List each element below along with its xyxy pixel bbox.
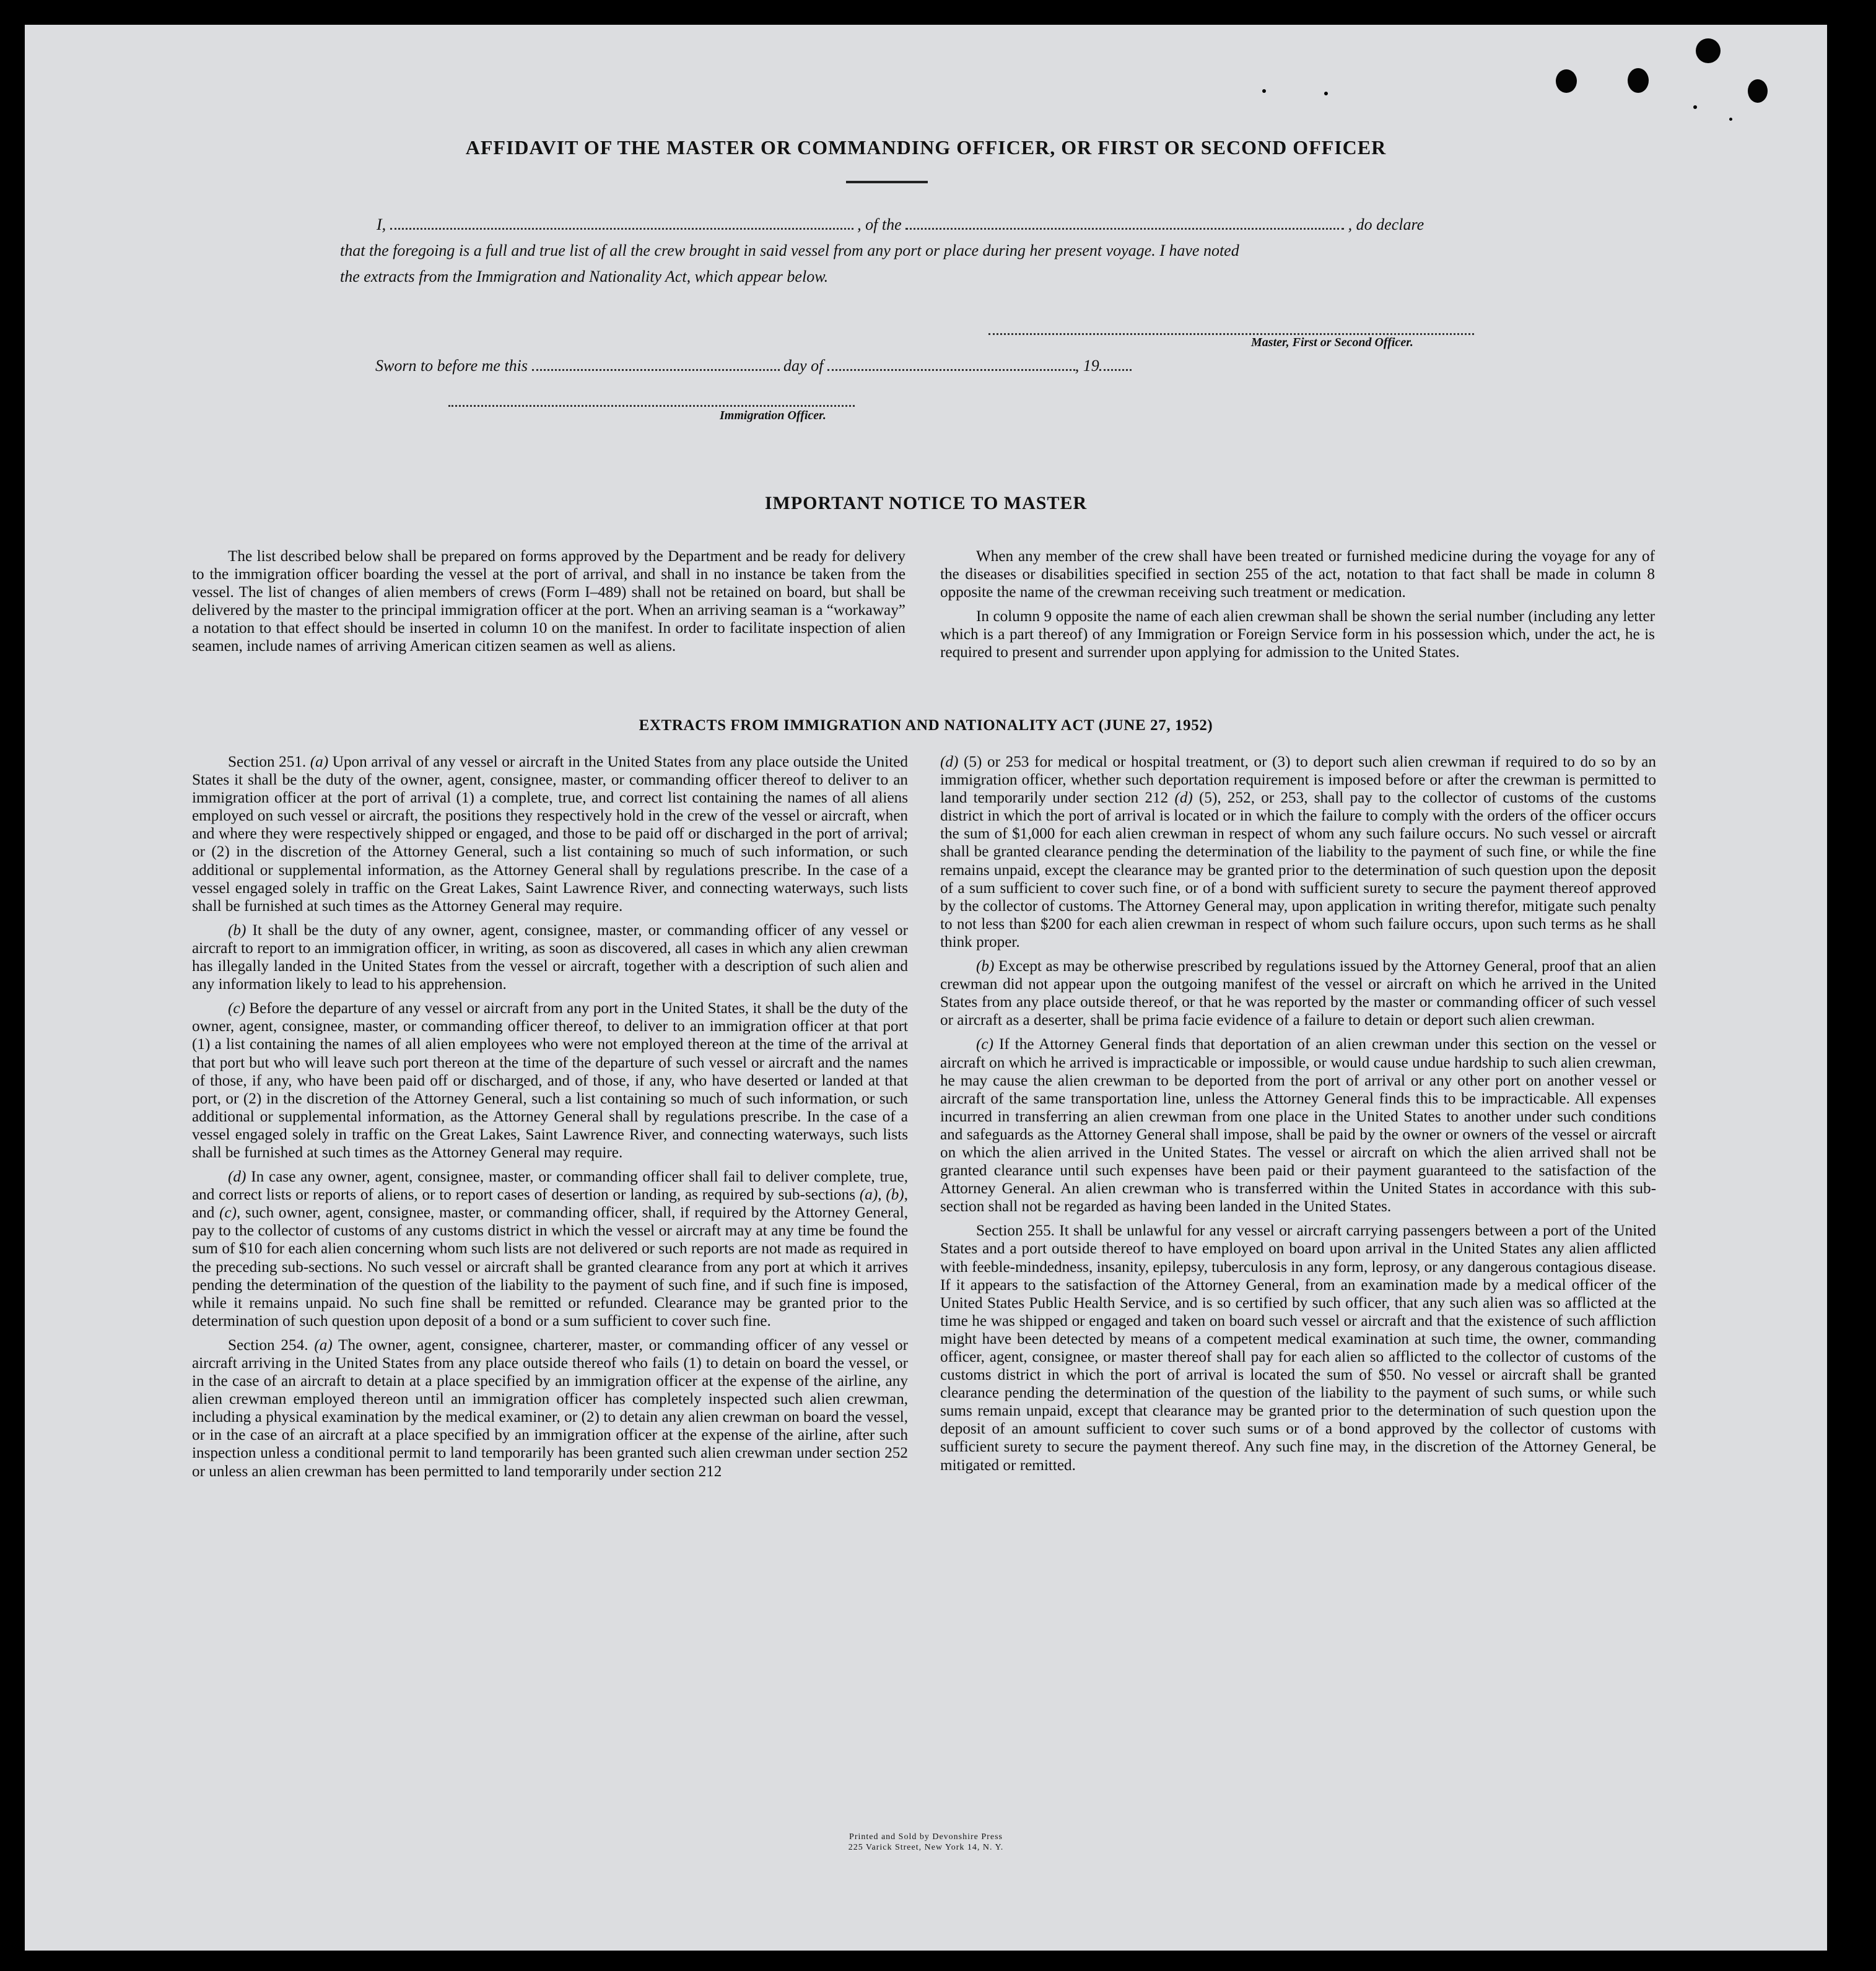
year-label: , 19 bbox=[1075, 357, 1099, 375]
declaration-text-2: the extracts from the Immigration and Nationality Act, which appear below. bbox=[340, 268, 829, 285]
day-of-label: day of bbox=[783, 357, 824, 375]
i-label: I, bbox=[377, 215, 386, 233]
notice-right-column bbox=[940, 547, 1655, 668]
day-blank[interactable] bbox=[532, 365, 780, 371]
speck bbox=[1324, 92, 1328, 95]
declaration-text-1: that the foregoing is a full and true list of all the crew brought in said vessel from any port or place during her present voyage. I have noted bbox=[340, 241, 1239, 259]
sworn-label: Sworn to before me this bbox=[375, 357, 528, 375]
extracts-right-column bbox=[940, 753, 1656, 1481]
section-254-a: Section 254. (a) The owner, agent, consignee, charterer, master, or commanding officer of any vessel or aircraft arriving in the United States from any place outside thereof who fails (1) to detain on board the vessel, or in the case of an aircraft to detain at a place specified by an immigration officer at the expense of the airline, any alien crewman employed thereon until an immigration officer has completely inspected such alien crewman, including a physical examination by the medical examiner, or (2) to detain any alien crewman on board the vessel, or in the case of an aircraft at a place specified by an immigration officer at the expense of the airline, after such inspection unless a conditional permit to land temporarily has been granted such alien crewman under section 252 or unless an alien crewman has been permitted to land temporarily under section 212 bbox=[192, 1336, 908, 1480]
title-rule bbox=[846, 181, 928, 183]
officer-signature-line[interactable] bbox=[448, 405, 855, 407]
printer-line-1: Printed and Sold by Devonshire Press bbox=[849, 1832, 1003, 1842]
punch-hole-3 bbox=[1628, 68, 1649, 93]
master-signature-line[interactable] bbox=[988, 333, 1474, 335]
section-255: Section 255. It shall be unlawful for any vessel or aircraft carrying passengers between a port of the United States and a port outside thereof to have employed on board upon arrival in the United States any alien afflicted with feeble-mindedness, insanity, epilepsy, tuberculosis in any form, leprosy, or any dangerous contagious disease. If it appears to the satisfaction of the Attorney General, from an examination made by a medical officer of the United States Public Health Service, and is so certified by such officer, that any such alien was so afflicted at the time he was shipped or engaged and taken on board such vessel or aircraft and that the existence of such affliction might have been detected by means of a competent medical examination at such time, the owner, commanding officer, agent, consignee, or master thereof shall pay for each alien so afflicted to the collector of customs of the customs district in which the port of arrival is located the sum of $50. No vessel or aircraft shall be granted clearance pending the determination of the question of the liability to the payment of such sums, or while such sums remain unpaid, except that clearance may be granted prior to the determination of such question upon the deposit of an amount sufficient to cover such sums or of a bond approved by the collector of customs with sufficient surety to secure the payment thereof. Any such fine may, in the discretion of the Attorney General, be mitigated or remitted. bbox=[940, 1222, 1656, 1474]
notice-title: IMPORTANT NOTICE TO MASTER bbox=[764, 493, 1088, 513]
section-254-b: (b) Except as may be otherwise prescribed by regulations issued by the Attorney General, proof that an alien crewman did not appear upon the outgoing manifest of the vessel or aircraft on which he arrived in the United States from any place outside thereof, or that he was reported by the master or commanding officer of such vessel or aircraft as a deserter, shall be prima facie evidence of a failure to detain or deport such alien crewman. bbox=[940, 958, 1656, 1029]
month-blank[interactable] bbox=[827, 365, 1075, 371]
master-caption: Master, First or Second Officer. bbox=[1251, 336, 1413, 349]
section-251-d: (d) In case any owner, agent, consignee, master, or commanding officer shall fail to deliver complete, true, and correct lists or reports of aliens, or to report cases of desertion or landing, as required by sub-sections (a), (b), and (c), such owner, agent, consignee, master, or commanding officer, shall, if required by the Attorney General, pay to the collector of customs of any customs district in which the vessel or aircraft may at any time be found the sum of $10 for each alien concerning whom such lists are not delivered or such reports are not made as required in the preceding sub-sections. No such vessel or aircraft shall be granted clearance from any port at which it arrives pending the determination of the question of the liability to the payment of such fine, and if such fine is imposed, while it remains unpaid. No such fine shall be remitted or refunded. Clearance may be granted prior to the determination of such question upon deposit of a bond or a sum sufficient to cover such fine. bbox=[192, 1168, 908, 1329]
declaration-line bbox=[377, 215, 1498, 237]
name-blank[interactable] bbox=[390, 224, 853, 230]
affidavit-title: AFFIDAVIT OF THE MASTER OR COMMANDING OFFICER, OR FIRST OR SECOND OFFICER bbox=[465, 136, 1387, 159]
section-251-c: (c) Before the departure of any vessel or aircraft from any port in the United States, it shall be the duty of the owner, agent, consignee, master, or commanding officer thereof, to deliver to an immigration officer at that port (1) a list containing the names of all alien employees who were not employed thereon at the time of the arrival at that port but who will leave such port thereon at the time of the departure of such vessel or aircraft and the names of those, if any, who have been paid off or discharged, and of those, if any, who have deserted or landed at that port, or (2) in the discretion of the Attorney General, such a list containing so much of such information, or such additional or supplemental information, as the Attorney General shall by regulations prescribe. In the case of a vessel engaged solely in traffic on the Great Lakes, Saint Lawrence River, and connecting waterways, such lists shall be furnished at such times as the Attorney General may require. bbox=[192, 1000, 908, 1161]
section-251-b: (b) It shall be the duty of any owner, agent, consignee, master, or commanding officer of any vessel or aircraft to report to an immigration officer, in writing, as soon as discovered, all cases in which any alien crewman has illegally landed in the United States from the vessel or aircraft, together with a description of such alien and any information likely to lead to his apprehension. bbox=[192, 921, 908, 993]
punch-hole-4 bbox=[1748, 79, 1768, 103]
section-254-a-continued: (d) (5) or 253 for medical or hospital treatment, or (3) to deport such alien crewman if required to do so by an immigration officer, whether such deportation requirement is imposed before or after the crewman is permitted to land temporarily under section 212 (d) (5), 252, or 253, shall pay to the collector of customs of the customs district in which the port of arrival is located or in which the failure to comply with the orders of the officer occurs the sum of $1,000 for each alien crewman in respect of whom any such failure occurs. No such vessel or aircraft shall be granted clearance pending the determination of the liability to the payment of such fine, or while the fine remains unpaid, except the clearance may be granted prior to the determination of such question upon the deposit of a sum sufficient to cover such fine, or of a bond with sufficient surety to secure the payment thereof approved by the collector of customs. The Attorney General may, upon application in writing therefor, mitigate such penalty to not less than $200 for each alien crewman in respect of whom such failure occurs, upon such terms as he shall think proper. bbox=[940, 754, 1656, 951]
printer-imprint bbox=[25, 1832, 1827, 1853]
officer-caption: Immigration Officer. bbox=[720, 409, 826, 422]
form-sheet bbox=[25, 25, 1827, 1951]
section-251-a: Section 251. (a) Upon arrival of any vessel or aircraft in the United States from any place outside the United States it shall be the duty of the owner, agent, consignee, master, or commanding officer thereof to deliver to an immigration officer at the port of arrival (1) a complete, true, and correct list containing the names of all aliens employed on such vessel or aircraft, the positions they respectively hold in the crew of the vessel or aircraft, when and where they were respectively shipped or engaged, and those to be paid off or discharged in the port of arrival; or (2) in the discretion of the Attorney General, such a list containing so much of such information, or such additional or supplemental information, as the Attorney General shall by regulations prescribe. In the case of a vessel engaged solely in traffic on the Great Lakes, Saint Lawrence River, and connecting waterways, such lists shall be furnished at such times as the Attorney General may require. bbox=[192, 754, 908, 915]
notice-left-paragraph: The list described below shall be prepared on forms approved by the Department and be ready for delivery to the immigration officer boarding the vessel at the port of arrival, and shall in no instance be taken from the vessel. The list of changes of alien members of crews (Form I–489) shall not be retained on board, but shall be delivered by the master to the principal immigration officer at the port. When an arriving seaman is a “workaway” a notation to that effect should be inserted in column 10 on the manifest. In order to facilitate inspection of alien seamen, include names of arriving American citizen seamen as well as aliens. bbox=[192, 548, 905, 655]
year-blank[interactable] bbox=[1099, 365, 1132, 371]
extracts-left-column bbox=[192, 753, 908, 1487]
do-declare-label: , do declare bbox=[1348, 215, 1424, 233]
of-the-label: , of the bbox=[857, 215, 902, 233]
extracts-title: EXTRACTS FROM IMMIGRATION AND NATIONALITY ACT (JUNE 27, 1952) bbox=[639, 717, 1213, 734]
speck bbox=[1262, 89, 1266, 93]
punch-hole-2 bbox=[1556, 69, 1577, 93]
notice-left-column bbox=[192, 547, 905, 662]
punch-hole-1 bbox=[1696, 38, 1721, 63]
vessel-blank[interactable] bbox=[905, 224, 1344, 230]
notice-right-paragraph-2: In column 9 opposite the name of each alien crewman shall be shown the serial number (including any letter which is a part thereof) of any Immigration or Foreign Service form in his possession which, under the act, he is required to present and surrender upon applying for admission to the United States. bbox=[940, 608, 1655, 661]
sworn-line bbox=[375, 357, 1242, 375]
speck bbox=[1729, 118, 1732, 121]
section-254-c: (c) If the Attorney General finds that deportation of an alien crewman under this section on the vessel or aircraft on which he arrived is impracticable or impossible, or would cause undue hardship to such alien crewman, he may cause the alien crewman to be deported from the port of arrival or any other port on another vessel or aircraft of the same transportation line, unless the Attorney General finds this to be impracticable. All expenses incurred in transferring an alien crewman from one place in the United States to another under such conditions and safeguards as the Attorney General shall impose, shall be paid by the owner or owners of the vessel or aircraft on which the alien arrived in the United States. The vessel or aircraft on which the alien arrived shall not be granted clearance until such expenses have been paid or their payment guaranteed to the satisfaction of the Attorney General. An alien crewman who is transferred within the United States in accordance with this sub-section shall not be regarded as having been landed in the United States. bbox=[940, 1036, 1656, 1216]
speck bbox=[1693, 105, 1697, 109]
notice-right-paragraph-1: When any member of the crew shall have been treated or furnished medicine during the voyage for any of the diseases or disabilities specified in section 255 of the act, notation to that fact shall be made in column 8 opposite the name of the crewman receiving such treatment or medication. bbox=[940, 548, 1655, 601]
printer-line-2: 225 Varick Street, New York 14, N. Y. bbox=[848, 1843, 1004, 1852]
